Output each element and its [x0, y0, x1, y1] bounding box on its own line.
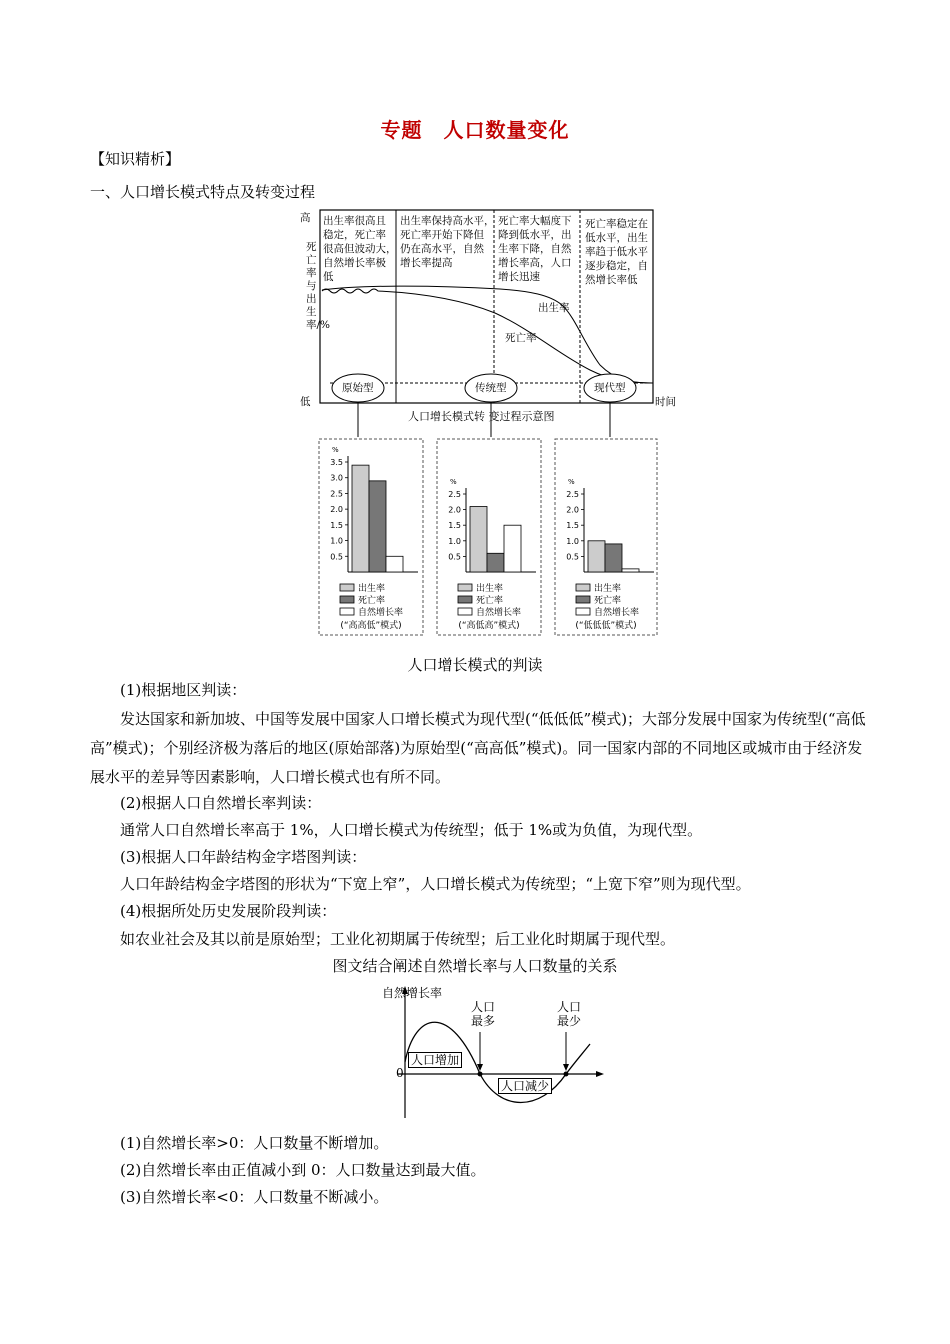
legend-label: 出生率 — [594, 584, 622, 594]
tick-label: 1.0 — [330, 536, 343, 546]
legend-label: 自然增长率 — [476, 608, 522, 618]
section-label: 【知识精析】 — [90, 150, 181, 168]
legend-swatch — [458, 596, 472, 603]
chart-caption: (“高高低”模式) — [340, 621, 402, 631]
stage1-desc: 出生率很高且 稳定，死亡率 很高但波动大， 自然增长率极 低 — [323, 215, 397, 283]
stage2-desc: 出生率保持高水平， 死亡率开始下降但 仍在高水平，自然 增长率提高 — [400, 215, 495, 269]
unit-label: % — [568, 478, 575, 486]
birth-rate-curve — [322, 286, 653, 383]
bar-chart-1 — [318, 438, 424, 638]
bar — [504, 525, 521, 572]
legend-swatch — [576, 608, 590, 615]
bar — [622, 569, 639, 572]
min-label: 人口 最少 — [557, 1000, 582, 1028]
tick-label: 0.5 — [330, 552, 343, 562]
legend-swatch — [576, 584, 590, 591]
tick-label: 2.5 — [448, 490, 461, 499]
y-low-label: 低 — [300, 396, 311, 408]
growth-diagram — [370, 982, 610, 1124]
unit-label: % — [450, 478, 457, 486]
heading-growth-models: 一、人口增长模式特点及转变过程 — [90, 183, 316, 201]
legend-label: 死亡率 — [476, 596, 504, 606]
bar — [588, 541, 605, 572]
bar — [470, 506, 487, 572]
tick-label: 3.0 — [330, 473, 343, 483]
page-title: 专题 人口数量变化 — [380, 118, 570, 142]
growth-y-label: 自然增长率 — [382, 986, 443, 1000]
chart-caption: (“高低高”模式) — [458, 621, 520, 631]
legend-swatch — [340, 584, 354, 591]
death-rate-curve — [322, 289, 653, 383]
legend-swatch — [340, 596, 354, 603]
conclusion-3: (3)自然增长率<0：人口数量不断减小。 — [120, 1188, 389, 1206]
conclusion-1: (1)自然增长率>0：人口数量不断增加。 — [120, 1134, 389, 1152]
legend-label: 出生率 — [358, 584, 386, 594]
legend-swatch — [576, 596, 590, 603]
relation-title: 图文结合阐述自然增长率与人口数量的关系 — [332, 957, 618, 975]
bar — [352, 465, 369, 572]
p2-heading: (2)根据人口自然增长率判读： — [120, 794, 322, 812]
decrease-label: 人口减少 — [498, 1078, 552, 1094]
p3-body: 人口年龄结构金字塔图的形状为“下宽上窄”，人口增长模式为传统型；“上宽下窄”则为现代型。 — [120, 875, 751, 893]
tick-label: 1.5 — [330, 520, 343, 530]
bar — [386, 556, 403, 572]
legend-label: 死亡率 — [594, 596, 622, 606]
tick-label: 3.5 — [330, 458, 343, 467]
unit-label: % — [332, 446, 339, 454]
tick-label: 2.0 — [330, 505, 343, 515]
bar — [605, 544, 622, 572]
death-rate-label: 死亡率 — [505, 332, 537, 344]
bar-chart-3 — [554, 438, 658, 638]
tick-label: 1.5 — [448, 521, 461, 531]
tick-label: 0.5 — [566, 552, 579, 562]
modern-label: 现代型 — [594, 382, 626, 394]
diagram-caption: 人口增长模式转 变过程示意图 — [408, 410, 555, 423]
tick-label: 2.5 — [330, 489, 343, 499]
tick-label: 2.5 — [566, 490, 579, 499]
primitive-label: 原始型 — [342, 382, 374, 394]
increase-label: 人口增加 — [408, 1052, 462, 1068]
legend-swatch — [340, 608, 354, 615]
bar-chart-2 — [436, 438, 542, 638]
stage4-desc: 死亡率稳定在 低水平，出生 率趋于低水平 逐步稳定，自 然增长率低 — [585, 218, 648, 286]
tick-label: 1.0 — [448, 536, 461, 546]
legend-label: 自然增长率 — [358, 608, 404, 618]
zero-label: 0 — [396, 1066, 404, 1080]
legend-swatch — [458, 584, 472, 591]
bar-charts — [318, 438, 663, 638]
legend-label: 出生率 — [476, 584, 504, 594]
bar — [369, 481, 386, 572]
conclusion-2: (2)自然增长率由正值减小到 0：人口数量达到最大值。 — [120, 1161, 486, 1179]
p2-body: 通常人口自然增长率高于 1%，人口增长模式为传统型；低于 1%或为负值，为现代型。 — [120, 821, 703, 839]
bar — [487, 553, 504, 572]
tick-label: 1.5 — [566, 521, 579, 531]
tick-label: 0.5 — [448, 552, 461, 562]
p3-heading: (3)根据人口年龄结构金字塔图判读： — [120, 848, 367, 866]
p1-body: 发达国家和新加坡、中国等发展中国家人口增长模式为现代型(“低低低”模式)；大部分发展中国家为传统型(“高低高”模式)；个别经济极为落后的地区(原始部落)为原始型(“高高低”模式)。同一国家内部的不同地区或城市由于经济发展水平的差异等因素影响，人口增长模式也有所不同。 — [90, 710, 866, 786]
p1-heading: (1)根据地区判读： — [120, 681, 247, 699]
transition-diagram — [300, 205, 690, 445]
y-high-label: 高 — [300, 212, 311, 224]
judge-title: 人口增长模式的判读 — [407, 656, 543, 674]
stage3-desc: 死亡率大幅度下 降到低水平，出 生率下降，自然 增长率高，人口 增长迅速 — [498, 215, 572, 283]
y-axis-label: 死亡率与出生率/% — [306, 241, 331, 331]
x-axis-label: 时间 — [655, 396, 676, 408]
p4-body: 如农业社会及其以前是原始型；工业化初期属于传统型；后工业化时期属于现代型。 — [120, 930, 676, 948]
traditional-label: 传统型 — [475, 382, 507, 394]
chart-caption: (“低低低”模式) — [575, 621, 637, 631]
max-label: 人口 最多 — [471, 1000, 496, 1028]
tick-label: 1.0 — [566, 536, 579, 546]
tick-label: 2.0 — [566, 505, 579, 515]
tick-label: 2.0 — [448, 505, 461, 515]
birth-rate-label: 出生率 — [538, 302, 570, 314]
legend-label: 自然增长率 — [594, 608, 640, 618]
legend-label: 死亡率 — [358, 596, 386, 606]
p4-heading: (4)根据所处历史发展阶段判读： — [120, 902, 337, 920]
legend-swatch — [458, 608, 472, 615]
